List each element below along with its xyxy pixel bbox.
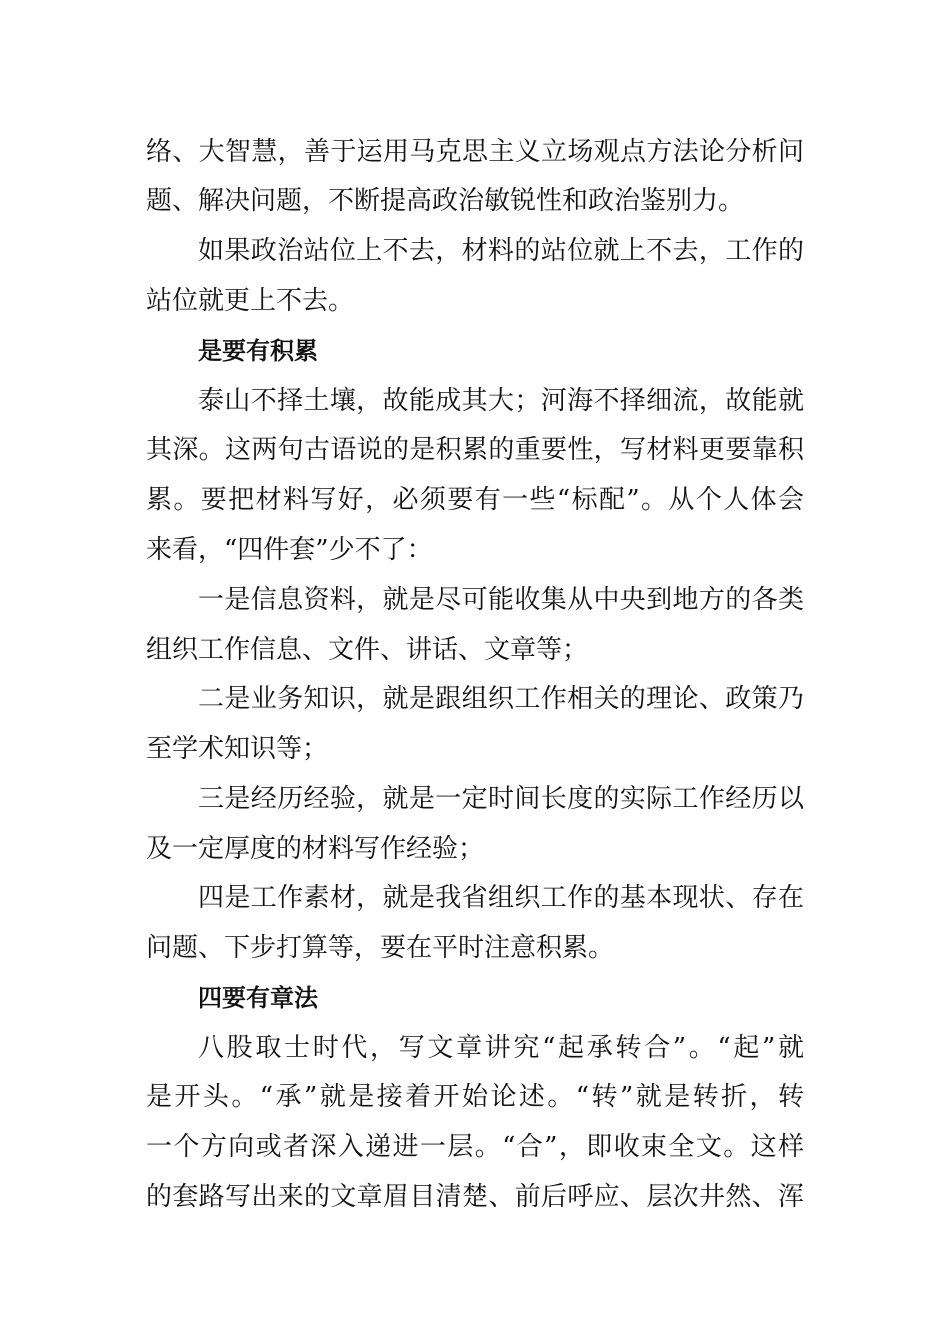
text-line: 二是业务知识，就是跟组织工作相关的理论、政策乃 bbox=[198, 684, 804, 714]
text-line: 八股取士时代，写文章讲究“起承转合”。“起”就 bbox=[198, 1033, 804, 1063]
text-line: 一个方向或者深入递进一层。“合”，即收束全文。这样 bbox=[146, 1132, 804, 1162]
section-heading: 是要有积累 bbox=[198, 337, 318, 365]
text-line: 如果政治站位上不去，材料的站位就上不去，工作的 bbox=[198, 236, 804, 266]
text-line: 及一定厚度的材料写作经验； bbox=[146, 834, 485, 864]
text-line: 问题、下步打算等，要在平时注意积累。 bbox=[146, 933, 615, 963]
text-line: 三是经历经验，就是一定时间长度的实际工作经历以 bbox=[198, 784, 804, 814]
text-line: 站位就更上不去。 bbox=[146, 286, 355, 316]
text-line: 四是工作素材，就是我省组织工作的基本现状、存在 bbox=[198, 883, 804, 913]
text-line: 泰山不择土壤，故能成其大；河海不择细流，故能就 bbox=[198, 386, 804, 416]
text-line: 是开头。“承”就是接着开始论述。“转”就是转折，转 bbox=[146, 1082, 804, 1112]
text-line: 组织工作信息、文件、讲话、文章等； bbox=[146, 635, 589, 665]
text-line: 至学术知识等； bbox=[146, 734, 329, 764]
text-line: 一是信息资料，就是尽可能收集从中央到地方的各类 bbox=[198, 585, 804, 615]
text-line: 题、解决问题，不断提高政治敏锐性和政治鉴别力。 bbox=[146, 186, 745, 216]
section-heading: 四要有章法 bbox=[198, 984, 318, 1012]
text-line: 其深。这两句古语说的是积累的重要性，写材料更要靠积 bbox=[146, 435, 804, 465]
text-line: 的套路写出来的文章眉目清楚、前后呼应、层次井然、浑 bbox=[146, 1182, 804, 1212]
text-line: 累。要把材料写好，必须要有一些“标配”。从个人体会 bbox=[146, 485, 804, 515]
text-line: 络、大智慧，善于运用马克思主义立场观点方法论分析问 bbox=[146, 137, 804, 167]
text-line: 来看，“四件套”少不了： bbox=[146, 535, 433, 565]
